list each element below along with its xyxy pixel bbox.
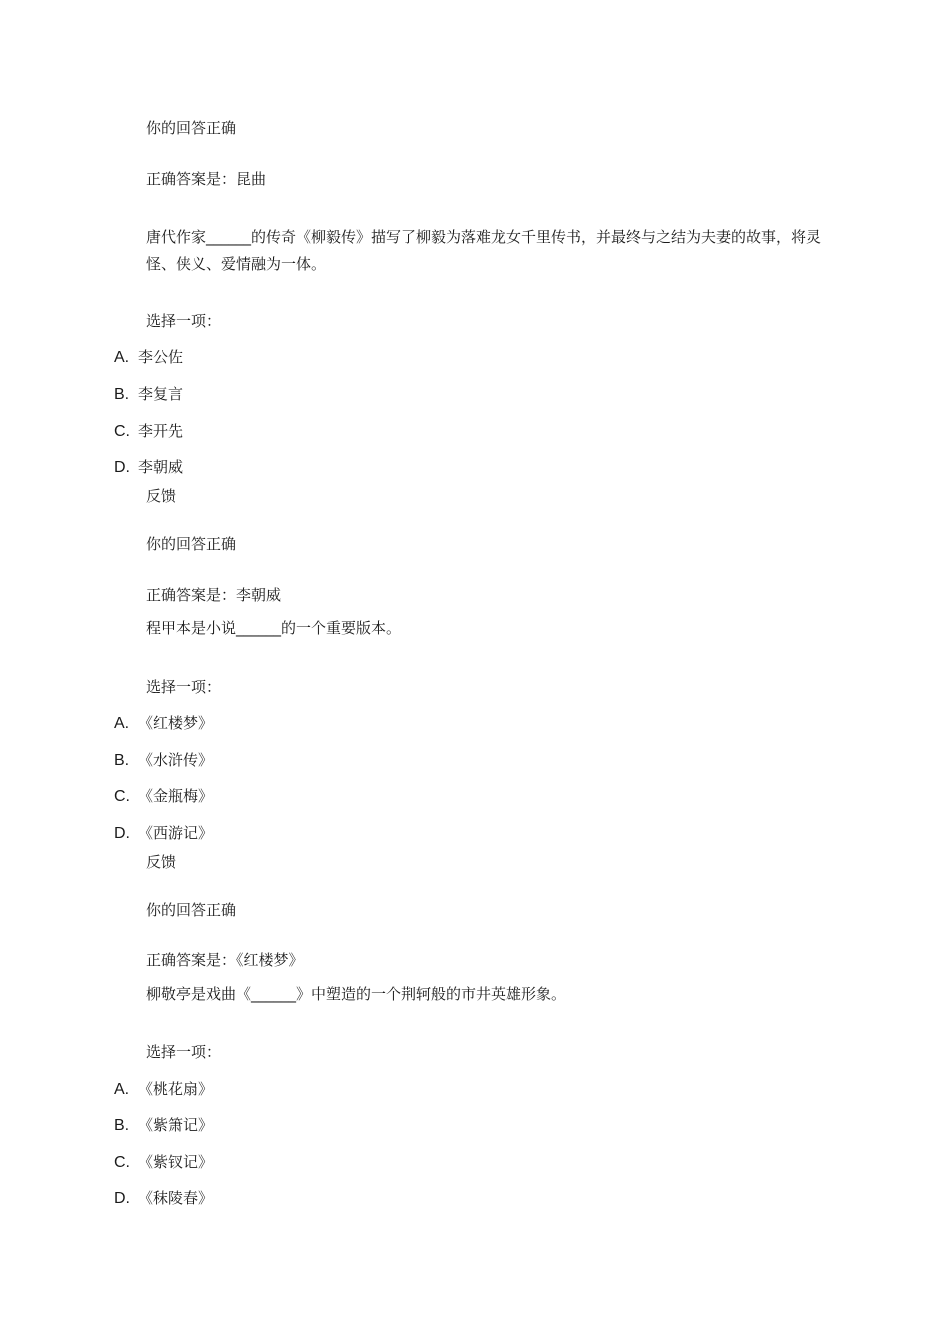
option-b[interactable] [114,1115,213,1136]
option-a[interactable] [114,713,213,734]
option-letter: A. [114,715,130,732]
option-text: 《水浒传》 [138,751,214,769]
feedback-label: 反馈 [146,853,177,871]
option-c[interactable] [114,1152,213,1173]
option-c[interactable] [114,786,213,807]
option-a[interactable] [114,347,183,368]
question-text: 程甲本是小说______的一个重要版本。 [146,619,402,637]
option-letter: C. [114,1154,130,1171]
option-text: 《桃花扇》 [138,1080,214,1098]
option-letter: C. [114,423,130,440]
option-letter: B. [114,752,130,769]
question-text: 唐代作家______的传奇《柳毅传》描写了柳毅为落难龙女千里传书，并最终与之结为夫妻的故事，将灵怪、侠义、爱情融为一体。 [146,228,822,273]
option-b[interactable] [114,384,183,405]
option-text: 《红楼梦》 [138,714,214,732]
option-letter: B. [114,386,130,403]
option-c[interactable] [114,421,183,442]
option-text: 《紫箫记》 [138,1116,214,1134]
option-letter: B. [114,1117,130,1134]
correct-answer: 正确答案是：《红楼梦》 [146,951,304,969]
option-letter: C. [114,788,130,805]
option-letter: D. [114,825,130,842]
option-text: 《金瓶梅》 [138,787,214,805]
option-letter: D. [114,1190,130,1207]
option-text: 《紫钗记》 [138,1153,214,1171]
option-text: 李朝威 [138,458,184,476]
option-text: 李公佐 [138,348,184,366]
question-text: 柳敬亭是戏曲《______》中塑造的一个荆轲般的市井英雄形象。 [146,985,567,1003]
option-b[interactable] [114,750,213,771]
option-text: 《西游记》 [138,824,214,842]
feedback-result: 你的回答正确 [146,119,237,137]
choose-prompt: 选择一项： [146,312,222,330]
correct-answer: 正确答案是：昆曲 [146,170,267,188]
option-letter: A. [114,1081,130,1098]
option-letter: D. [114,459,130,476]
option-d[interactable] [114,457,183,478]
feedback-label: 反馈 [146,487,177,505]
option-letter: A. [114,349,130,366]
choose-prompt: 选择一项： [146,1043,222,1061]
option-d[interactable] [114,823,213,844]
option-d[interactable] [114,1188,213,1209]
correct-answer: 正确答案是：李朝威 [146,586,282,604]
feedback-result: 你的回答正确 [146,901,237,919]
option-a[interactable] [114,1079,213,1100]
option-text: 《秣陵春》 [138,1189,214,1207]
option-text: 李复言 [138,385,184,403]
option-text: 李开先 [138,422,184,440]
choose-prompt: 选择一项： [146,678,222,696]
feedback-result: 你的回答正确 [146,535,237,553]
